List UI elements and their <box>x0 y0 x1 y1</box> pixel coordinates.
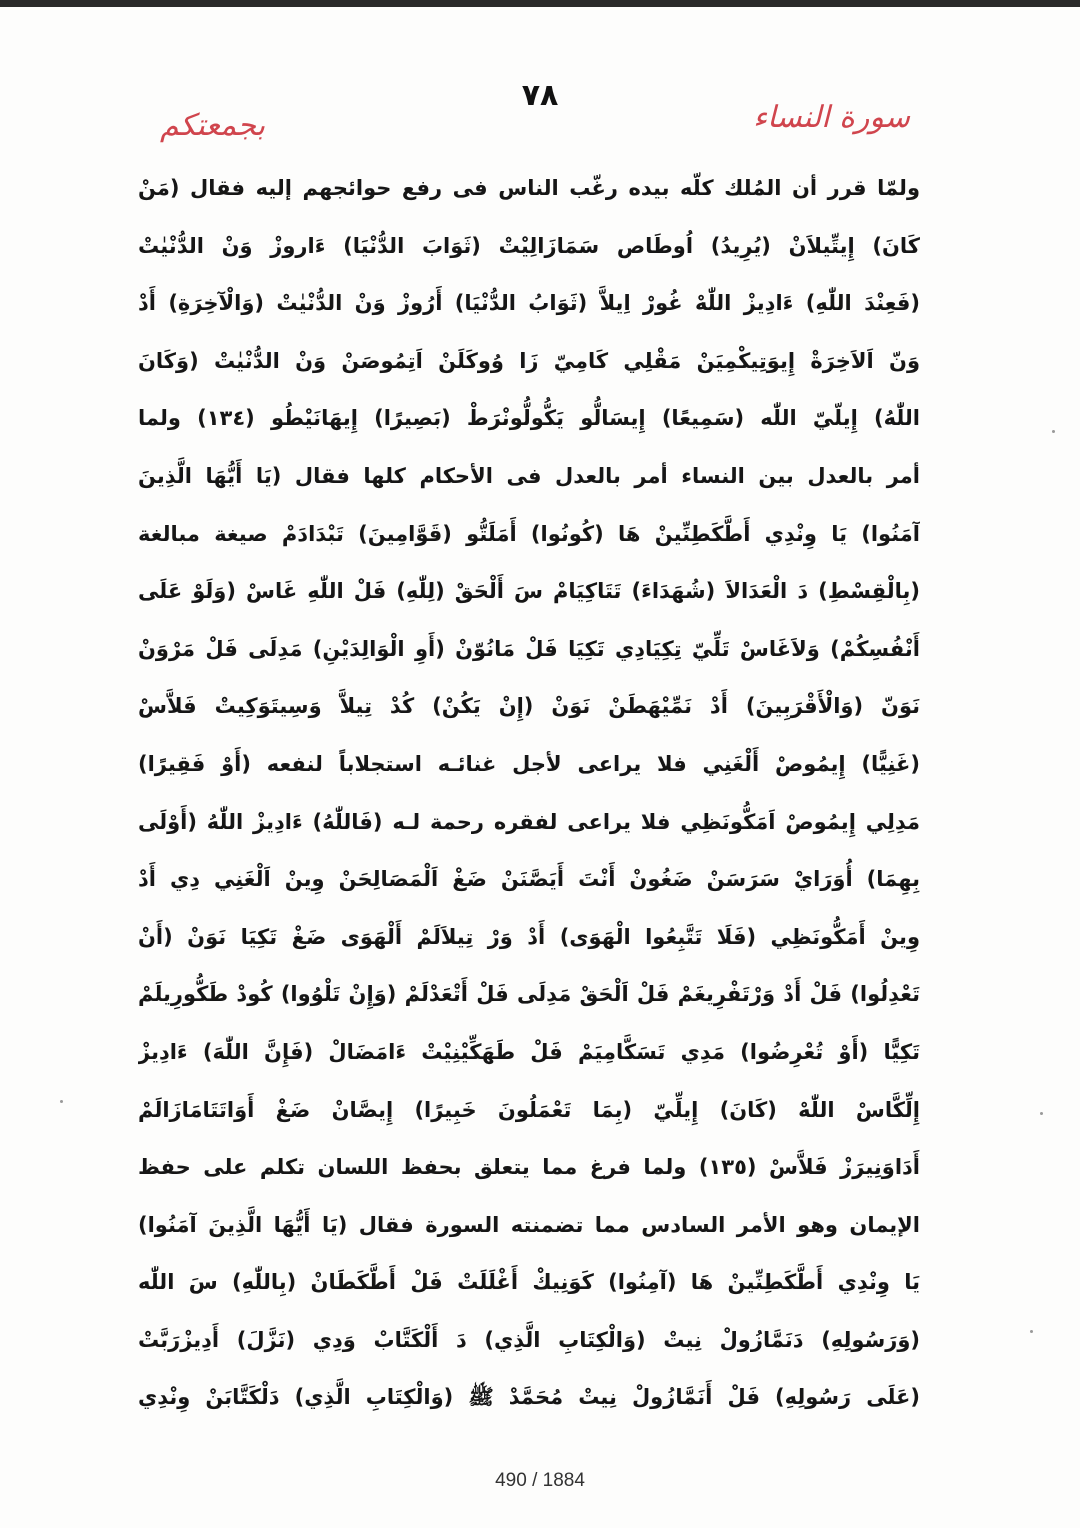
text-line: الإيمان وهو الأمر السادس مما تضمنته السورة فقال (يَا أَيُّهَا الَّذِينَ آمَنُوا) <box>138 1212 920 1237</box>
scan-speck <box>1030 1330 1033 1333</box>
text-line: (فَعِنْدَ اللّٰهِ) ءَادِيزْ اللّٰهْ غُورْ اِيلاَّ (ثَوَابُ الدُّنْيَا) أَرُوزْ وَنْ الدُّنْيٰتْ (وَالْآخِرَةِ) أَدْ <box>138 291 920 316</box>
scan-speck <box>1052 430 1055 433</box>
text-line: (وَرَسُولِهِ) دَنَمَّازُولْ نِيتْ (وَالْكِتَابِ الَّذِي) دَ أَلْكَتَّابْ وَدِي (نَزَّلَ) أَدِيزْرَبَّتْ <box>138 1327 920 1352</box>
text-line: إِلِّكَّاسْ اللّٰهْ (كَانَ) إِيلِّيّ (بِمَا تَعْمَلُونَ خَبِيرًا) إِيصَّانْ ضَغْ أَوَاتَتَامَازَالَمْ <box>138 1097 920 1122</box>
handwritten-margin-note: بجمعتكم <box>160 108 266 143</box>
text-line: تَكِيًّا (أَوْ تُعْرِضُوا) مَدِي تَسَكَّامِيَمْ فَلْ طَهَكِّيْنِيْتْ ءَامَضَالْ (فَإِنَّ اللّٰهَ) ءَادِيزْ <box>138 1039 920 1064</box>
page-number: ٧٨ <box>521 78 559 113</box>
text-line: وَنّ اَلاَخِرَةْ إِيوَتِيكْمِيَنْ مَقْلِي كَامِيّ زَا وُوكَلَنْ اَتِمُوصَنْ وَنْ الدُّنْيٰتْ (وَكَانَ <box>138 348 920 373</box>
scan-speck <box>60 1100 63 1103</box>
text-line: أمر بالعدل بين النساء أمر بالعدل فى الأحكام كلها فقال (يَا أَيُّهَا الَّذِينَ <box>138 463 920 488</box>
text-line: أَدَاوَنِيرَزْ فَلاَّسْ (١٣٥) ولما فرغ مما يتعلق بحفظ اللسان تكلم على حفظ <box>138 1155 920 1180</box>
text-line: مَدِلِي إِيمُوصْ اَمَكُّونَظِي فلا يراعى لفقره رحمة لـه (فَاللّٰهُ) ءَادِيزْ اللّٰهُ (أَوْلَى <box>138 809 920 834</box>
text-line: (غَنِيًّا) إِيمُوصْ أَلْغَنِي فلا يراعى لأجل غنائـه استجلاباً لنفعه (أَوْ فَقِيرًا) <box>138 751 920 776</box>
page-indicator: 490 / 1884 <box>495 1470 585 1491</box>
text-line: ولمّا قرر أن المُلك كلّه بيده رغّب الناس فى رفع حوائجهم إليه فقال (مَنْ <box>138 176 920 200</box>
text-line: اللّٰهُ) إِيلّيّ اللّٰه (سَمِيعًا) إِيسَالُّو يَكُّولُّونْرَطْ (بَصِيرًا) إِيهَانَيْطُو (١٣٤) ولما <box>138 406 920 431</box>
text-line: بِهِمَا) أُوَرَايْ سَرَسَنْ ضَغُونْ أَنْتَ أَيَصَّنَنْ ضَغْ اَلْمَصَالِحَنْ وِينْ اَلْغَنِي دِي أَدْ <box>138 867 920 892</box>
text-line: آمَنُوا) يَا وِنْدِي أَطَّكَطِنِّينْ هَا (كُونُوا) أَمَلَتُّو (قَوَّامِينَ) تَبْدَادَمْ صيغة مبالغة <box>138 521 920 546</box>
scan-top-edge <box>0 0 1080 7</box>
text-line: كَانَ) إِيتِّيلاَنْ (يُرِيدُ) اُوطَاص سَمَازَالِيْتْ (ثَوَابَ الدُّنْيَا) ءَاروزْ وَنْ الدُّنْيٰتْ <box>138 233 920 258</box>
text-line: نَوَنّ (وَالْأَقْرَبِينَ) أَدْ نَمِّيْهَطَنْ نَوَنْ (إِنْ يَكُنْ) كُدْ تِيلاَّ وَسِيتَوَكِيتْ فَلاَّسْ <box>138 694 920 719</box>
scan-speck <box>1040 1112 1043 1115</box>
text-line: (عَلَى رَسُولِهِ) فَلْ أَنَمَّازُولْ نِيتْ مُحَمَّدْ ﷺ (وَالْكِتَابِ الَّذِي) دَلْكَتَّابَنْ وِنْدِي <box>138 1385 920 1410</box>
text-line: تَعْدِلُوا) فَلْ أَدْ وَرْتَفْرِيغَمْ فَلْ اَلْحَقْ مَدِلَى فَلْ أَتْعَدْلَمْ (وَإِنْ تَلْوُوا) كُودْ طَكُّورِيلَمْ <box>138 982 920 1007</box>
body-text <box>138 160 920 1427</box>
text-line: يَا وِنْدِي أَطَّكَطِنِّينْ هَا (آمِنُوا) كَوَنِيكْ أَغْلَلَتْ فَلْ أَطَّكَطَانْ (بِاللّٰهِ) سَ اللّٰه <box>138 1270 920 1295</box>
text-line: (بِالْقِسْطِ) دَ الْعَدَالاَ (شُهَدَاءَ) تَتَاكِيَامْ سَ أَلْحَقْ (لِلّٰهِ) فَلْ اللّٰهِ غَاسْ (وَلَوْ عَلَى <box>138 579 920 604</box>
text-line: وِينْ أَمَكُّونَظِي (فَلَا تَتَّبِعُوا الْهَوَى) أَدْ وَرْ تِيلاَلَمْ أَلْهَوَى ضَغْ تَكِيَا نَوَنْ (أَنْ <box>138 924 920 949</box>
surah-name-handwritten-note: سورة النساء <box>753 100 910 135</box>
text-line: أَنْفُسِكُمْ) وَلاَغَاسْ تَلِّيّ تِكِيَادِي تَكِيَا فَلْ مَانُوّنْ (أَوِ الْوَالِدَيْنِ) مَدِلَى فَلْ مَرْوَنْ <box>138 636 920 661</box>
